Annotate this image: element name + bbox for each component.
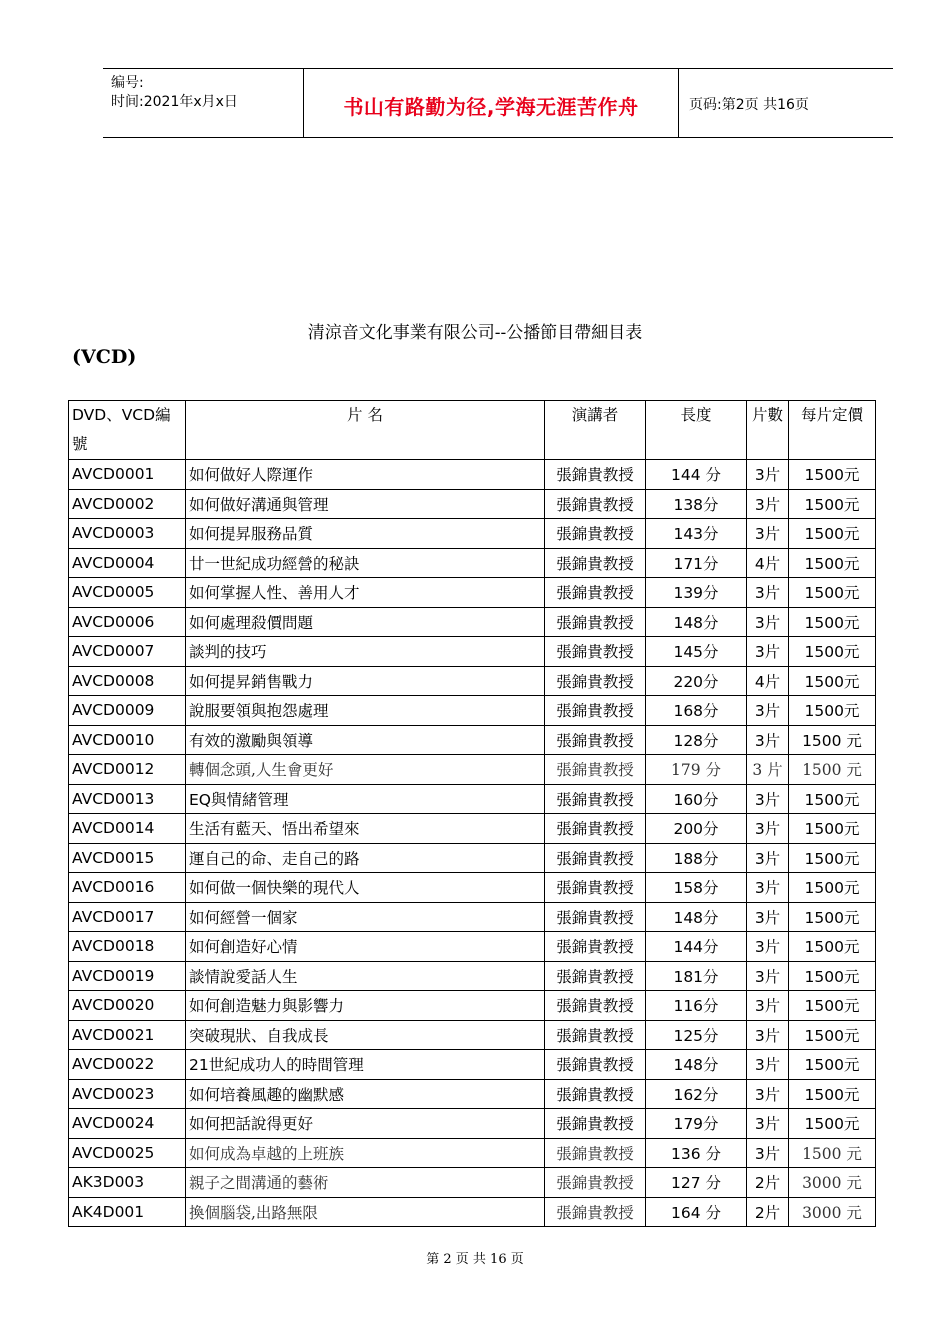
cell-length: 171分 [646, 548, 747, 578]
cell-id: AVCD0019 [69, 961, 186, 991]
cell-speaker: 張錦貴教授 [545, 1020, 646, 1050]
cell-length: 160分 [646, 784, 747, 814]
cell-price: 1500元 [789, 814, 876, 844]
cell-speaker: 張錦貴教授 [545, 932, 646, 962]
cell-title: 如何把話說得更好 [186, 1109, 545, 1139]
cell-speaker: 張錦貴教授 [545, 784, 646, 814]
table-row [69, 519, 876, 549]
cell-speaker: 張錦貴教授 [545, 460, 646, 490]
cell-title: 廿一世紀成功經營的秘訣 [186, 548, 545, 578]
cell-title: 如何創造好心情 [186, 932, 545, 962]
motto: 书山有路勤为径,学海无涯苦作舟 [343, 95, 639, 119]
cell-discs: 3片 [747, 961, 789, 991]
cell-discs: 3片 [747, 784, 789, 814]
cell-price: 1500元 [789, 843, 876, 873]
cell-length: 148分 [646, 607, 747, 637]
cell-price: 1500元 [789, 519, 876, 549]
header-motto-cell [303, 69, 679, 137]
cell-id: AVCD0003 [69, 519, 186, 549]
table-row [69, 607, 876, 637]
cell-id: AVCD0023 [69, 1079, 186, 1109]
cell-price: 1500元 [789, 1079, 876, 1109]
cell-price: 1500元 [789, 637, 876, 667]
table-row [69, 1168, 876, 1198]
cell-discs: 3片 [747, 637, 789, 667]
cell-length: 179 分 [646, 755, 747, 785]
cell-price: 1500 元 [789, 1138, 876, 1168]
cell-length: 200分 [646, 814, 747, 844]
cell-id: AVCD0021 [69, 1020, 186, 1050]
cell-id: AVCD0014 [69, 814, 186, 844]
cell-length: 138分 [646, 489, 747, 519]
cell-speaker: 張錦貴教授 [545, 1050, 646, 1080]
cell-price: 1500元 [789, 932, 876, 962]
table-header-row [69, 401, 876, 460]
cell-length: 136 分 [646, 1138, 747, 1168]
cell-speaker: 張錦貴教授 [545, 637, 646, 667]
cell-discs: 4片 [747, 548, 789, 578]
cell-title: 突破現狀、自我成長 [186, 1020, 545, 1050]
cell-discs: 3片 [747, 519, 789, 549]
table-row [69, 666, 876, 696]
cell-speaker: 張錦貴教授 [545, 578, 646, 608]
cell-speaker: 張錦貴教授 [545, 814, 646, 844]
cell-length: 144 分 [646, 460, 747, 490]
cell-discs: 3片 [747, 1109, 789, 1139]
cell-discs: 3片 [747, 489, 789, 519]
cell-length: 127 分 [646, 1168, 747, 1198]
cell-length: 148分 [646, 1050, 747, 1080]
column-header-title: 片 名 [186, 401, 545, 460]
cell-title: 生活有藍天、悟出希望來 [186, 814, 545, 844]
cell-title: 如何經營一個家 [186, 902, 545, 932]
cell-id: AVCD0012 [69, 755, 186, 785]
cell-speaker: 張錦貴教授 [545, 725, 646, 755]
cell-length: 125分 [646, 1020, 747, 1050]
table-row [69, 489, 876, 519]
cell-title: 運自己的命、走自己的路 [186, 843, 545, 873]
cell-discs: 3片 [747, 1020, 789, 1050]
cell-price: 1500 元 [789, 755, 876, 785]
cell-title: 如何培養風趣的幽默感 [186, 1079, 545, 1109]
doc-number-label: 编号: [111, 75, 144, 91]
cell-price: 1500元 [789, 489, 876, 519]
table-row [69, 1050, 876, 1080]
cell-discs: 2片 [747, 1168, 789, 1198]
cell-title: 談判的技巧 [186, 637, 545, 667]
cell-title: EQ與情緒管理 [186, 784, 545, 814]
cell-id: AVCD0017 [69, 902, 186, 932]
cell-id: AVCD0005 [69, 578, 186, 608]
column-header-discs: 片數 [747, 401, 789, 460]
cell-id: AVCD0009 [69, 696, 186, 726]
cell-speaker: 張錦貴教授 [545, 1109, 646, 1139]
cell-title: 如何做好人際運作 [186, 460, 545, 490]
cell-title: 談情說愛話人生 [186, 961, 545, 991]
table-body [69, 460, 876, 1227]
cell-speaker: 張錦貴教授 [545, 961, 646, 991]
table-row [69, 961, 876, 991]
cell-speaker: 張錦貴教授 [545, 696, 646, 726]
table-row [69, 1138, 876, 1168]
column-header-speaker: 演講者 [545, 401, 646, 460]
cell-speaker: 張錦貴教授 [545, 1168, 646, 1198]
table-row [69, 814, 876, 844]
page-footer: 第 2 页 共 16 页 [426, 1252, 524, 1267]
cell-discs: 3片 [747, 1050, 789, 1080]
cell-id: AVCD0002 [69, 489, 186, 519]
cell-speaker: 張錦貴教授 [545, 991, 646, 1021]
cell-price: 1500元 [789, 578, 876, 608]
column-header-id: DVD、VCD編號 [69, 401, 186, 460]
cell-id: AVCD0022 [69, 1050, 186, 1080]
cell-length: 139分 [646, 578, 747, 608]
time-label: 时间:2021年x月x日 [111, 94, 238, 110]
cell-length: 168分 [646, 696, 747, 726]
cell-discs: 2片 [747, 1197, 789, 1227]
table-row [69, 873, 876, 903]
cell-price: 1500元 [789, 696, 876, 726]
table-row [69, 755, 876, 785]
section-subtitle: (VCD) [72, 346, 137, 368]
cell-discs: 4片 [747, 666, 789, 696]
cell-id: AVCD0020 [69, 991, 186, 1021]
cell-discs: 3片 [747, 1079, 789, 1109]
cell-discs: 3片 [747, 1138, 789, 1168]
page-number-label: 页码:第2页 共16页 [689, 97, 809, 113]
table-row [69, 460, 876, 490]
cell-speaker: 張錦貴教授 [545, 607, 646, 637]
cell-id: AVCD0016 [69, 873, 186, 903]
cell-price: 1500 元 [789, 725, 876, 755]
cell-discs: 3片 [747, 725, 789, 755]
cell-price: 3000 元 [789, 1168, 876, 1198]
cell-id: AVCD0015 [69, 843, 186, 873]
cell-price: 1500元 [789, 1020, 876, 1050]
cell-discs: 3片 [747, 578, 789, 608]
header-page-cell [679, 69, 893, 137]
cell-title: 如何提昇銷售戰力 [186, 666, 545, 696]
table-row [69, 1020, 876, 1050]
cell-title: 如何做好溝通與管理 [186, 489, 545, 519]
cell-discs: 3片 [747, 932, 789, 962]
cell-title: 如何成為卓越的上班族 [186, 1138, 545, 1168]
table-row [69, 843, 876, 873]
cell-length: 181分 [646, 961, 747, 991]
cell-price: 1500元 [789, 961, 876, 991]
cell-id: AVCD0001 [69, 460, 186, 490]
cell-id: AK4D001 [69, 1197, 186, 1227]
cell-speaker: 張錦貴教授 [545, 489, 646, 519]
cell-discs: 3片 [747, 607, 789, 637]
cell-id: AVCD0008 [69, 666, 186, 696]
column-header-price: 每片定價 [789, 401, 876, 460]
cell-price: 1500元 [789, 991, 876, 1021]
cell-discs: 3片 [747, 873, 789, 903]
cell-price: 1500元 [789, 1050, 876, 1080]
cell-discs: 3片 [747, 902, 789, 932]
cell-discs: 3片 [747, 460, 789, 490]
catalog-table [68, 400, 876, 1227]
table-row [69, 578, 876, 608]
header-info-cell [103, 69, 303, 137]
cell-length: 148分 [646, 902, 747, 932]
cell-id: AVCD0025 [69, 1138, 186, 1168]
cell-id: AVCD0013 [69, 784, 186, 814]
column-header-length: 長度 [646, 401, 747, 460]
cell-price: 1500元 [789, 873, 876, 903]
table-row [69, 991, 876, 1021]
cell-length: 158分 [646, 873, 747, 903]
cell-price: 1500元 [789, 1109, 876, 1139]
table-row [69, 1197, 876, 1227]
cell-price: 1500元 [789, 607, 876, 637]
cell-length: 188分 [646, 843, 747, 873]
cell-discs: 3片 [747, 991, 789, 1021]
cell-price: 1500元 [789, 784, 876, 814]
page-title: 清涼音文化事業有限公司--公播節目帶細目表 [307, 323, 643, 343]
cell-title: 親子之間溝通的藝術 [186, 1168, 545, 1198]
cell-length: 162分 [646, 1079, 747, 1109]
table-row [69, 1109, 876, 1139]
cell-price: 3000 元 [789, 1197, 876, 1227]
table-row [69, 902, 876, 932]
cell-discs: 3片 [747, 696, 789, 726]
cell-title: 有效的激勵與領導 [186, 725, 545, 755]
cell-id: AVCD0018 [69, 932, 186, 962]
cell-speaker: 張錦貴教授 [545, 873, 646, 903]
table-row [69, 725, 876, 755]
cell-title: 如何處理殺價問題 [186, 607, 545, 637]
cell-title: 如何提昇服務品質 [186, 519, 545, 549]
cell-id: AVCD0007 [69, 637, 186, 667]
cell-speaker: 張錦貴教授 [545, 666, 646, 696]
cell-id: AK3D003 [69, 1168, 186, 1198]
cell-id: AVCD0024 [69, 1109, 186, 1139]
cell-title: 21世紀成功人的時間管理 [186, 1050, 545, 1080]
cell-length: 116分 [646, 991, 747, 1021]
cell-price: 1500元 [789, 902, 876, 932]
cell-id: AVCD0010 [69, 725, 186, 755]
cell-id: AVCD0006 [69, 607, 186, 637]
cell-speaker: 張錦貴教授 [545, 519, 646, 549]
cell-title: 如何創造魅力與影響力 [186, 991, 545, 1021]
cell-title: 如何掌握人性、善用人才 [186, 578, 545, 608]
table-row [69, 1079, 876, 1109]
cell-length: 128分 [646, 725, 747, 755]
cell-speaker: 張錦貴教授 [545, 1138, 646, 1168]
cell-title: 轉個念頭,人生會更好 [186, 755, 545, 785]
cell-length: 143分 [646, 519, 747, 549]
cell-length: 164 分 [646, 1197, 747, 1227]
cell-price: 1500元 [789, 460, 876, 490]
cell-length: 220分 [646, 666, 747, 696]
cell-title: 換個腦袋,出路無限 [186, 1197, 545, 1227]
table-row [69, 548, 876, 578]
cell-speaker: 張錦貴教授 [545, 755, 646, 785]
cell-price: 1500元 [789, 548, 876, 578]
cell-speaker: 張錦貴教授 [545, 1079, 646, 1109]
cell-length: 145分 [646, 637, 747, 667]
document-header [103, 68, 893, 138]
cell-discs: 3 片 [747, 755, 789, 785]
cell-speaker: 張錦貴教授 [545, 1197, 646, 1227]
cell-title: 如何做一個快樂的現代人 [186, 873, 545, 903]
cell-length: 179分 [646, 1109, 747, 1139]
cell-title: 說服要領與抱怨處理 [186, 696, 545, 726]
table-row [69, 696, 876, 726]
cell-speaker: 張錦貴教授 [545, 548, 646, 578]
cell-speaker: 張錦貴教授 [545, 843, 646, 873]
cell-price: 1500元 [789, 666, 876, 696]
cell-speaker: 張錦貴教授 [545, 902, 646, 932]
cell-id: AVCD0004 [69, 548, 186, 578]
table-row [69, 784, 876, 814]
cell-length: 144分 [646, 932, 747, 962]
table-row [69, 932, 876, 962]
cell-discs: 3片 [747, 814, 789, 844]
table-row [69, 637, 876, 667]
cell-discs: 3片 [747, 843, 789, 873]
